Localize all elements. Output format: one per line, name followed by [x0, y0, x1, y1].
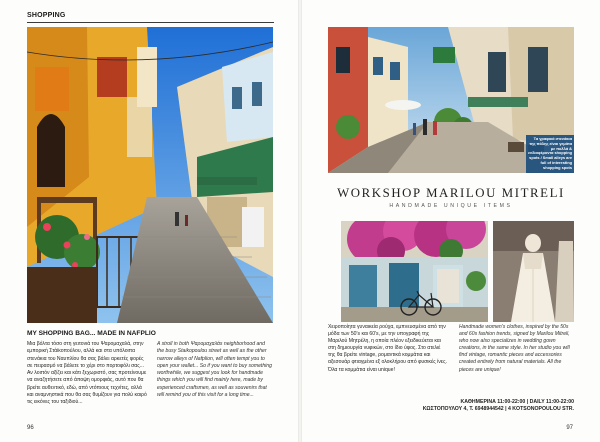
street-illustration: [27, 27, 273, 323]
shop-text-greek: Χειροποίητα γυναικεία ρούχα, εμπνευσμένα από την μόδα των 50's και 60's, με την υπογραφή της Μαριλού Μητρέλη, η οποία πλέον εξειδικεύεται και στη δημιουργία νυφικών, στο ίδιο ύφος. Στο ατελιέ της θα βρείτε vintage, ρομαντικά κομμάτια και αξεσουάρ φτιαγμένα εξ ολοκλήρου από φυσικές ίνες. Όλα τα κομμάτια είναι unique!: [328, 324, 447, 373]
page-number-right: 97: [566, 425, 573, 431]
shop-text-english: Handmade women's clothes, inspired by the 50s and 60s fashion trends, signed by Marilou Mitreli, who now also specializes in wedding gown creations, in the same style. In her studio you will find vintage, romantic pieces and accessories created entirely from natural materials. All the pieces are unique!: [459, 324, 570, 373]
shop-hours: ΚΑΘΗΜΕΡΙΝΑ 11:00-22:00 | DAILY 11:00-22:00: [460, 399, 574, 405]
header-rule: [27, 22, 274, 23]
section-tag: SHOPPING: [27, 12, 66, 19]
page-number-left: 96: [27, 425, 34, 431]
story-title: MY SHOPPING BAG... MADE IN NAFPLIO: [27, 330, 156, 337]
shop-front-photo: [341, 221, 488, 322]
story-text-english: A stroll in both Ψαρομαχαλάs neighborhood and the busy Staikopoulou street as well as the other narrow alleys of Nafplion, will often tempt you to open your wallet... So if you want to buy something worthwhile, we suggest you look for handmade things which you will find mainly here, made by experienced craftsmen, as well as souvenirs that will remind you of this visit for a long time...: [157, 341, 272, 399]
story-text-greek: Μια βόλτα τόσο στη γειτονιά του Ψαρομαχαλά, στην εμπορική Στάϊκοπούλου, αλλά και στα υπόλοιπα στενάκια του Ναυπλίου θα σας βάλει αρκετές φορές σε πειρασμό να βάλετε το χέρι στο πορτοφόλι σας... Αν λοιπόν αξίζει και κάτι ξεχωριστό, σας προτείνουμε να αναζητήσετε από άποψη ομορφιάς, αυτό που θα βρείτε αυθεντικό, εδώ, από ντόπιους τεχνίτες, αλλά και αναμνηστικά που θα σας θυμίζουν για πολύ καιρό τις εικόνες του ταξιδιού...: [27, 341, 147, 406]
photo-caption: Τα γραφικά στενάκια της πόλης είναι γεμάτα με πολλά & ενδιαφέροντα shopping spots / Small alleys are full of interesting shopping spots: [526, 135, 574, 173]
right-page: [302, 0, 600, 442]
street-photo: [27, 27, 273, 323]
dress-illustration: [493, 221, 574, 322]
shop-front-illustration: [341, 221, 488, 322]
dress-photo: [493, 221, 574, 322]
alley-photo: [328, 27, 574, 173]
shop-title: WORKSHOP MARILOU MITRELI: [337, 186, 565, 200]
shop-info: [328, 399, 574, 413]
shop-address: ΚΩΣΤΟΠΟΥΛΟΥ 4, Τ. 6948944542 | 4 KOTSONOPOULOU STR.: [422, 406, 574, 412]
shop-subtitle: HANDMADE UNIQUE ITEMS: [389, 203, 513, 209]
left-page: [0, 0, 298, 442]
